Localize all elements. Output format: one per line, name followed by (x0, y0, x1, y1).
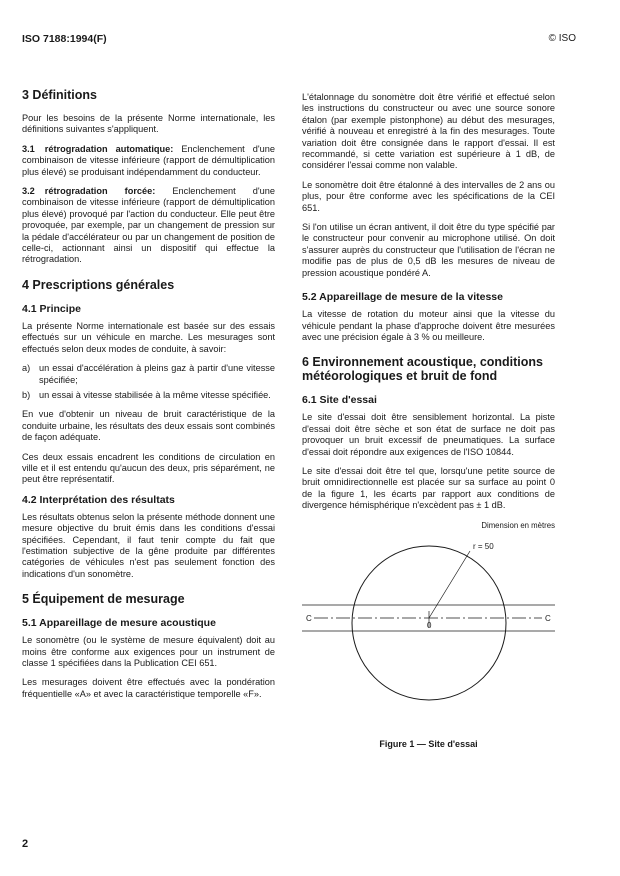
list-item-text: un essai d'accélération à pleins gaz à partir d'une vitesse spécifiée; (39, 363, 275, 385)
list-item-label: a) (22, 363, 31, 374)
section-4-title: 4 Prescriptions générales (22, 277, 175, 292)
standard-reference: ISO 7188:1994(F) (22, 33, 107, 45)
section-4-1-para-1: La présente Norme internationale est basée sur des essais effectués sur un véhicule en marche. Les mesurages sont effectués selon deux modes de conduite, à savoir: (22, 320, 275, 354)
section-4-2-title: 4.2 Interprétation des résultats (22, 493, 175, 506)
definition-3-2-number: 3.2 (22, 186, 35, 197)
definition-3-2-text: Enclenchement d'une combinaison de vitesse inférieure (rapport de démultiplication plus élevé) provoqué par l'action du conducteur. Elle peut être provoquée, par exemple, par un changement de pression sur la pédale d'accélérateur ou par un changement de position de celle-ci, actionnant ainsi un dispositif qui effectue la rétrogradation. (22, 186, 275, 265)
section-6-1-para-2: Le site d'essai doit être tel que, lorsqu'une petite source de bruit omnidirectionnelle est placée sur sa surface au point 0 de la figure 1, les écarts par rapport aux conditions de divergence hémisphérique n'excèdent pas ± 1 dB. (302, 465, 555, 511)
section-6-1-para-1: Le site d'essai doit être sensiblement horizontal. La piste d'essai doit être sèche et son état de surface ne doit pas provoquer un bruit excessif de pneumatiques. La surface d'essai doit répondre aux exigences de l'ISO 10844. (302, 412, 555, 457)
definition-3-1-text: Enclenchement d'une combinaison de vitesse inférieure (rapport de démultiplication plus élevé) se produisant indépendamment du conducteur. (22, 143, 275, 177)
figure-1 (302, 535, 555, 735)
list-item-text: un essai à vitesse stabilisée à la même vitesse spécifiée. (39, 389, 271, 400)
definition-3-1-number: 3.1 (22, 143, 35, 154)
calibration-interval-para: Le sonomètre doit être étalonné à des intervalles de 2 ans ou plus, pour être conforme avec les spécifications de la CEI 651. (302, 179, 555, 213)
section-4-1-para-3: Ces deux essais encadrent les conditions de circulation en ville et il est entendu qu'aucun des deux, pris séparément, ne peut être représentatif. (22, 451, 275, 485)
section-4-2-para: Les résultats obtenus selon la présente méthode donnent une mesure objective du bruit émis dans les conditions d'essai spécifiées. Cependant, il faut tenir compte du fait que l'estimation subjective de la gêne produite par différentes catégories de véhicules n'est pas seulement fonction des indications d'un sonomètre. (22, 511, 275, 579)
section-5-1-para-2: Les mesurages doivent être effectués avec la pondération fréquentielle «A» et avec la caractéristique temporelle «F». (22, 677, 275, 699)
copyright-mark: © ISO (548, 33, 576, 44)
line-label-right: C (545, 613, 551, 623)
list-item (22, 363, 275, 386)
left-column (22, 88, 275, 708)
section-5-1-para-1: Le sonomètre (ou le système de mesure équivalent) doit au moins être conforme aux exigences pour un instrument de classe 1 spécifiées dans la Publication CEI 651. (22, 635, 275, 668)
definition-3-1-term: rétrogradation automatique: (44, 143, 174, 154)
section-4-1-title: 4.1 Principe (22, 302, 81, 315)
section-3-intro: Pour les besoins de la présente Norme internationale, les définitions suivantes s'appliquent. (22, 113, 275, 135)
definition-3-2 (22, 186, 275, 266)
radius-line (429, 551, 470, 618)
line-label-left: C (306, 613, 312, 623)
list-item (22, 390, 275, 401)
definition-3-2-term: rétrogradation forcée: (44, 186, 156, 197)
page-number: 2 (22, 838, 29, 850)
section-6-title: 6 Environnement acoustique, conditions météorologiques et bruit de fond (302, 355, 544, 384)
test-mode-list (22, 363, 275, 401)
dimension-note: Dimension en mètres (481, 520, 555, 530)
calibration-para: L'étalonnage du sonomètre doit être vérifié et effectué selon les instructions du constructeur ou avec une source sonore étalon (par exemple pistonphone) au début des mesurages, vérifié à nouveau et enregistré à la fin des mesurages. Toute variation doit être consignée dans le rapport d'essai. Il est recommandé, si cette variation est supérieure à 1 dB, de considérer l'essai comme non valable. (302, 92, 555, 171)
figure-caption: Figure 1 — Site d'essai (379, 738, 478, 749)
section-5-2-title: 5.2 Appareillage de mesure de la vitesse (302, 291, 503, 304)
section-5-title: 5 Équipement de mesurage (22, 592, 185, 607)
section-5-1-title: 5.1 Appareillage de mesure acoustique (22, 617, 216, 630)
test-site-diagram (302, 535, 555, 710)
radius-label: r = 50 (473, 541, 494, 551)
centre-label: 0 (427, 620, 432, 630)
definition-3-1 (22, 144, 275, 178)
section-4-1-para-2: En vue d'obtenir un niveau de bruit caractéristique de la conduite urbaine, les résultats des deux essais sont combinés de façon adéquate. (22, 409, 275, 443)
windscreen-para: Si l'on utilise un écran antivent, il doit être du type spécifié par le constructeur pour convenir au microphone utilisé. On doit s'assurer auprès du constructeur que l'utilisation de l'écran ne modifie pas de plus de 0,5 dB les mesures de niveau de pression acoustique pondéré A. (302, 222, 555, 278)
section-3-title: 3 Définitions (22, 88, 98, 102)
section-6-1-title: 6.1 Site d'essai (302, 394, 377, 407)
right-column (302, 92, 555, 750)
list-item-label: b) (22, 389, 31, 400)
section-5-2-para: La vitesse de rotation du moteur ainsi que la vitesse du véhicule pendant la phase d'approche doivent être mesurées avec une précision égale à 3 % ou meilleure. (302, 309, 555, 342)
